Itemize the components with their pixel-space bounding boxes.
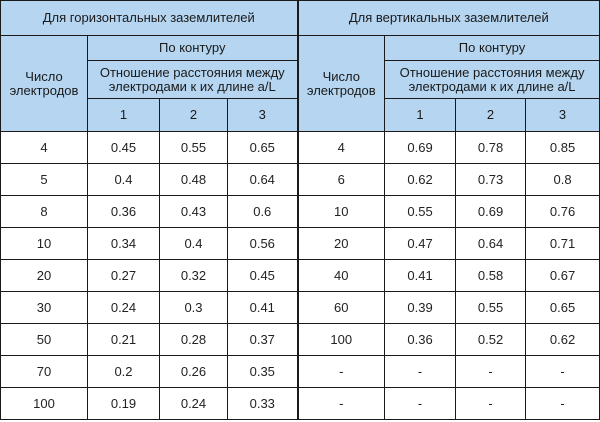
vertical-electrode-count: - xyxy=(298,388,385,420)
horizontal-ratio-2: 2 xyxy=(160,99,228,132)
vertical-contour-header: По контуру xyxy=(385,36,600,61)
vertical-coefficient-cell: 0.69 xyxy=(456,196,526,228)
vertical-coefficient-cell: 0.65 xyxy=(526,292,600,324)
horizontal-coefficient-cell: 0.36 xyxy=(88,196,160,228)
table-row xyxy=(1,196,600,228)
horizontal-coefficient-cell: 0.6 xyxy=(228,196,298,228)
horizontal-coefficient-cell: 0.35 xyxy=(228,356,298,388)
horizontal-coefficient-cell: 0.26 xyxy=(160,356,228,388)
vertical-coefficient-cell: 0.62 xyxy=(385,164,456,196)
horizontal-coefficient-cell: 0.43 xyxy=(160,196,228,228)
horizontal-coefficient-cell: 0.65 xyxy=(228,132,298,164)
vertical-coefficient-cell: 0.76 xyxy=(526,196,600,228)
horizontal-coefficient-cell: 0.4 xyxy=(88,164,160,196)
horizontal-coefficient-cell: 0.56 xyxy=(228,228,298,260)
vertical-coefficient-cell: 0.71 xyxy=(526,228,600,260)
vertical-ratio-header: Отношение расстояния между электродами к их длине a/L xyxy=(385,61,600,99)
horizontal-coefficient-cell: 0.45 xyxy=(88,132,160,164)
vertical-ratio-2: 2 xyxy=(456,99,526,132)
vertical-coefficient-cell: - xyxy=(456,388,526,420)
horizontal-ratio-header: Отношение расстояния между электродами к их длине a/L xyxy=(88,61,298,99)
vertical-coefficient-cell: 0.62 xyxy=(526,324,600,356)
horizontal-coefficient-cell: 0.45 xyxy=(228,260,298,292)
horizontal-electrode-count: 50 xyxy=(1,324,88,356)
vertical-coefficient-cell: - xyxy=(526,356,600,388)
vertical-coefficient-cell: 0.58 xyxy=(456,260,526,292)
vertical-coefficient-cell: - xyxy=(385,356,456,388)
vertical-electrode-count: 20 xyxy=(298,228,385,260)
vertical-electrode-count: - xyxy=(298,356,385,388)
vertical-coefficient-cell: 0.69 xyxy=(385,132,456,164)
vertical-coefficient-cell: 0.39 xyxy=(385,292,456,324)
vertical-coefficient-cell: 0.85 xyxy=(526,132,600,164)
vertical-coefficient-cell: 0.67 xyxy=(526,260,600,292)
vertical-coefficient-cell: 0.78 xyxy=(456,132,526,164)
horizontal-coefficient-cell: 0.27 xyxy=(88,260,160,292)
horizontal-coefficient-cell: 0.34 xyxy=(88,228,160,260)
horizontal-count-header: Число электродов xyxy=(1,36,88,132)
table-row xyxy=(1,292,600,324)
vertical-coefficient-cell: 0.47 xyxy=(385,228,456,260)
horizontal-electrode-count: 8 xyxy=(1,196,88,228)
horizontal-electrode-count: 30 xyxy=(1,292,88,324)
horizontal-coefficient-cell: 0.28 xyxy=(160,324,228,356)
vertical-electrode-count: 6 xyxy=(298,164,385,196)
horizontal-coefficient-cell: 0.33 xyxy=(228,388,298,420)
horizontal-coefficient-cell: 0.55 xyxy=(160,132,228,164)
horizontal-coefficient-cell: 0.32 xyxy=(160,260,228,292)
horizontal-coefficient-cell: 0.19 xyxy=(88,388,160,420)
vertical-coefficient-cell: - xyxy=(385,388,456,420)
horizontal-contour-header: По контуру xyxy=(88,36,298,61)
vertical-coefficient-cell: 0.55 xyxy=(385,196,456,228)
vertical-electrode-count: 60 xyxy=(298,292,385,324)
table-row xyxy=(1,356,600,388)
vertical-coefficient-cell: 0.52 xyxy=(456,324,526,356)
vertical-electrode-count: 40 xyxy=(298,260,385,292)
horizontal-coefficient-cell: 0.24 xyxy=(160,388,228,420)
table-row xyxy=(1,164,600,196)
vertical-coefficient-cell: 0.8 xyxy=(526,164,600,196)
horizontal-electrode-count: 100 xyxy=(1,388,88,420)
vertical-coefficient-cell: 0.55 xyxy=(456,292,526,324)
horizontal-electrode-count: 10 xyxy=(1,228,88,260)
vertical-electrode-count: 4 xyxy=(298,132,385,164)
table-row xyxy=(1,388,600,420)
vertical-grounding-title: Для вертикальных заземлителей xyxy=(298,1,600,36)
horizontal-electrode-count: 70 xyxy=(1,356,88,388)
vertical-coefficient-cell: 0.64 xyxy=(456,228,526,260)
vertical-ratio-1: 1 xyxy=(385,99,456,132)
horizontal-electrode-count: 20 xyxy=(1,260,88,292)
vertical-electrode-count: 10 xyxy=(298,196,385,228)
horizontal-ratio-3: 3 xyxy=(228,99,298,132)
vertical-ratio-3: 3 xyxy=(526,99,600,132)
horizontal-coefficient-cell: 0.48 xyxy=(160,164,228,196)
table-row xyxy=(1,228,600,260)
horizontal-coefficient-cell: 0.4 xyxy=(160,228,228,260)
horizontal-coefficient-cell: 0.24 xyxy=(88,292,160,324)
horizontal-coefficient-cell: 0.21 xyxy=(88,324,160,356)
table-body xyxy=(1,132,600,420)
vertical-coefficient-cell: 0.73 xyxy=(456,164,526,196)
table-row xyxy=(1,324,600,356)
horizontal-coefficient-cell: 0.41 xyxy=(228,292,298,324)
horizontal-electrode-count: 4 xyxy=(1,132,88,164)
vertical-count-header: Число электродов xyxy=(298,36,385,132)
vertical-coefficient-cell: 0.36 xyxy=(385,324,456,356)
table-row xyxy=(1,132,600,164)
vertical-coefficient-cell: 0.41 xyxy=(385,260,456,292)
horizontal-coefficient-cell: 0.64 xyxy=(228,164,298,196)
vertical-coefficient-cell: - xyxy=(526,388,600,420)
horizontal-ratio-1: 1 xyxy=(88,99,160,132)
horizontal-electrode-count: 5 xyxy=(1,164,88,196)
horizontal-coefficient-cell: 0.37 xyxy=(228,324,298,356)
horizontal-coefficient-cell: 0.3 xyxy=(160,292,228,324)
horizontal-grounding-title: Для горизонтальных заземлителей xyxy=(1,1,298,36)
vertical-electrode-count: 100 xyxy=(298,324,385,356)
horizontal-coefficient-cell: 0.2 xyxy=(88,356,160,388)
vertical-coefficient-cell: - xyxy=(456,356,526,388)
table-row xyxy=(1,260,600,292)
